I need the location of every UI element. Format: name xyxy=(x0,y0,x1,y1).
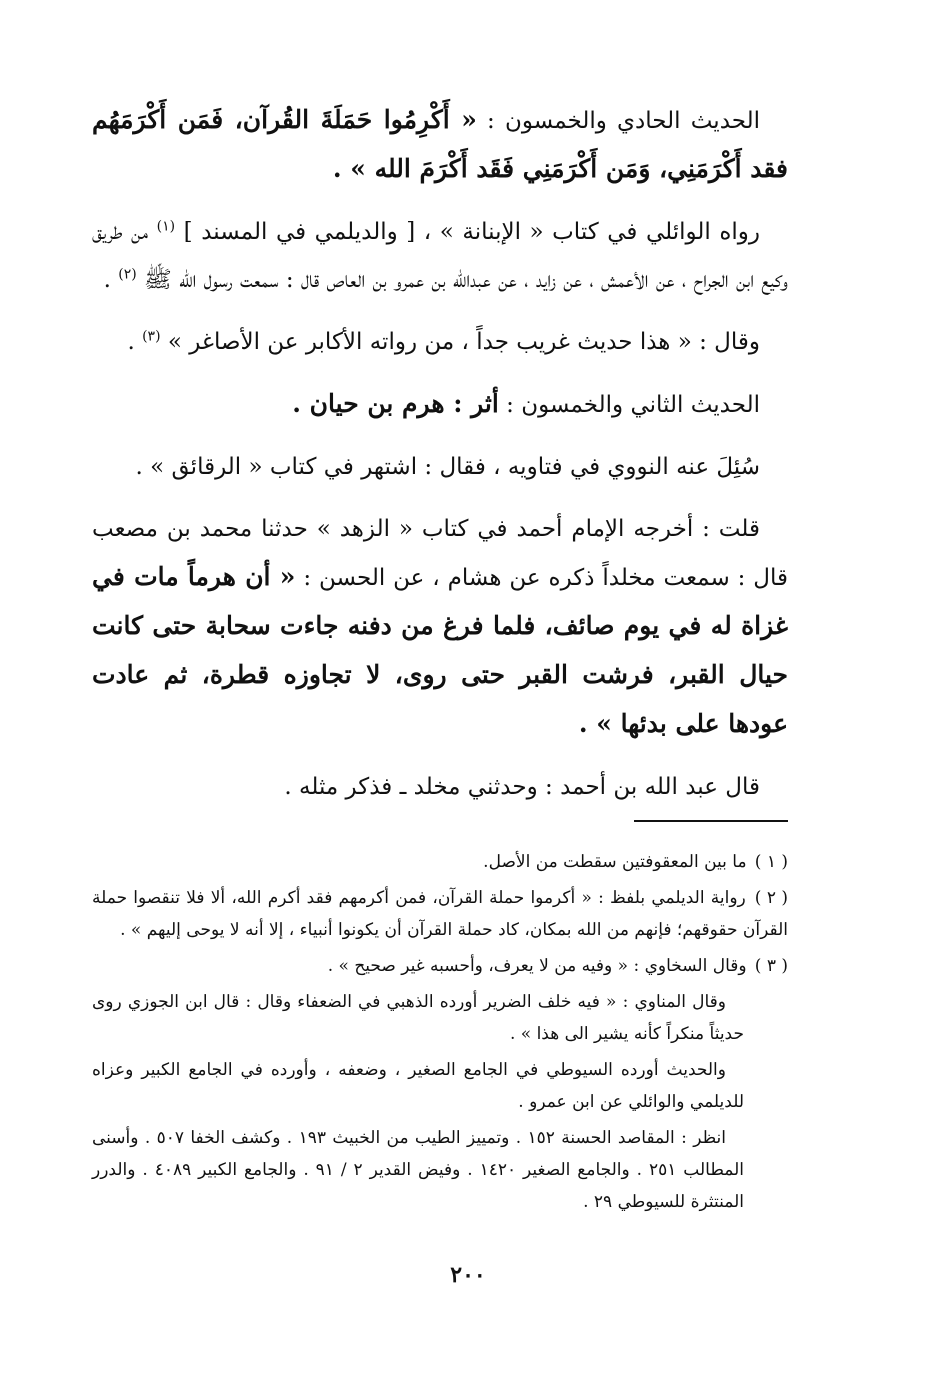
footnotes xyxy=(92,846,788,1222)
nawawi-paragraph xyxy=(92,443,788,491)
page-number: ٢٠٠ xyxy=(450,1262,486,1288)
ahmad-paragraph xyxy=(92,505,788,749)
hadith-52 xyxy=(92,380,788,429)
narration-end: . xyxy=(103,267,111,293)
hadith-51-comment xyxy=(92,318,788,366)
footnote-3 xyxy=(92,950,788,982)
nawawi-text: سُئِلَ عنه النووي في فتاويه ، فقال : اشتهر في كتاب « الرقائق » . xyxy=(135,454,760,480)
footnote-ref-3: (٣) xyxy=(142,328,161,345)
comment-text: وقال : « هذا حديث غريب جداً ، من رواته الأكابر عن الأصاغر » xyxy=(167,329,760,355)
hadith-51-text: « أَكْرِمُوا حَمَلَةَ القُرآن، فَمَن أَكْرَمَهُم فقد أَكْرَمَنِي، وَمَن أَكْرَمَنِي فَقَد أَكْرَمَ الله » . xyxy=(92,105,788,183)
hadith-52-label: الحديث الثاني والخمسون : xyxy=(506,392,760,418)
footnote-divider xyxy=(634,820,788,822)
footnote-ref-1: (١) xyxy=(156,218,176,235)
footnote-2 xyxy=(92,882,788,946)
footnote-2-text: رواية الديلمي بلفظ : « أكرموا حملة القرآن، فمن أكرمهم فقد أكرم الله، ألا فلا تنقصوا حملة القرآن حقوقهم؛ فإنهم من الله بمكان، كاد حملة القرآن أن يكونوا أنبياء ، إلا أنه لا يوحى إليهم » . xyxy=(92,888,788,940)
hadith-52-text: أثر : هرم بن حيان . xyxy=(292,389,499,418)
footnote-3-number: ( ٣ ) xyxy=(754,956,788,976)
footnote-1-number: ( ١ ) xyxy=(754,852,788,872)
abdullah-paragraph xyxy=(92,763,788,811)
abdullah-text: قال عبد الله بن أحمد : وحدثني مخلد ـ فذكر مثله . xyxy=(284,774,760,800)
footnote-ref-2: (٢) xyxy=(118,266,137,283)
ahmad-text: قلت : أخرجه الإمام أحمد في كتاب « الزهد » حدثنا محمد بن مصعب قال : سمعت مخلداً ذكره عن هشام ، عن الحسن : xyxy=(92,516,789,591)
footnote-1 xyxy=(92,846,788,878)
footnote-3-text: وقال السخاوي : « وفيه من لا يعرف، وأحسبه غير صحيح » . xyxy=(327,956,747,976)
hadith-51-label: الحديث الحادي والخمسون : xyxy=(487,108,761,134)
footnote-3-references: انظر : المقاصد الحسنة ١٥٢ . وتمييز الطيب من الخبيث ١٩٣ . وكشف الخفا ٥٠٧ . وأسنى المطالب ٢٥١ . والجامع الصغير ١٤٢٠ . وفيض القدير ٢ / ٩١ . والجامع الكبير ٤٠٨٩ . والدرر المنتثرة للسيوطي ٢٩ . xyxy=(92,1128,745,1212)
footnote-3-munawi: وقال المناوي : « فيه خلف الضرير أورده الذهبي في الضعفاء وقال : قال ابن الجوزي روى حديثاً منكراً كأنه يشير الى هذا » . xyxy=(92,992,744,1044)
narration-text-2: من طريق وكيع ابن الجراح ، عن الأعمش ، عن زايد ، عن عبدالله بن عمرو بن العاص قال : سمعت رسول الله ﷺ xyxy=(92,219,788,293)
hadith-51 xyxy=(92,96,788,194)
footnote-2-number: ( ٢ ) xyxy=(754,888,788,908)
comment-end: . xyxy=(127,329,135,355)
footnote-3-suyuti: والحديث أورده السيوطي في الجامع الصغير ، وضعفه ، وأورده في الجامع الكبير وعزاه للديلمي والوائلي عن ابن عمرو . xyxy=(92,1060,744,1112)
ahmad-quote: « أن هرماً مات في غزاة له في يوم صائف، فلما فرغ من دفنه جاءت سحابة حتى كانت حيال القبر، فرشت القبر حتى روى، لا تجاوزه قطرة، ثم عادت عودها على بدئها » . xyxy=(92,562,788,738)
footnote-1-text: ما بين المعقوفتين سقطت من الأصل. xyxy=(483,852,747,872)
narration-text-1: رواه الوائلي في كتاب « الإبنانة » ، [ والديلمي في المسند ] xyxy=(183,219,761,245)
hadith-51-narration xyxy=(92,208,788,304)
main-text xyxy=(92,96,788,825)
